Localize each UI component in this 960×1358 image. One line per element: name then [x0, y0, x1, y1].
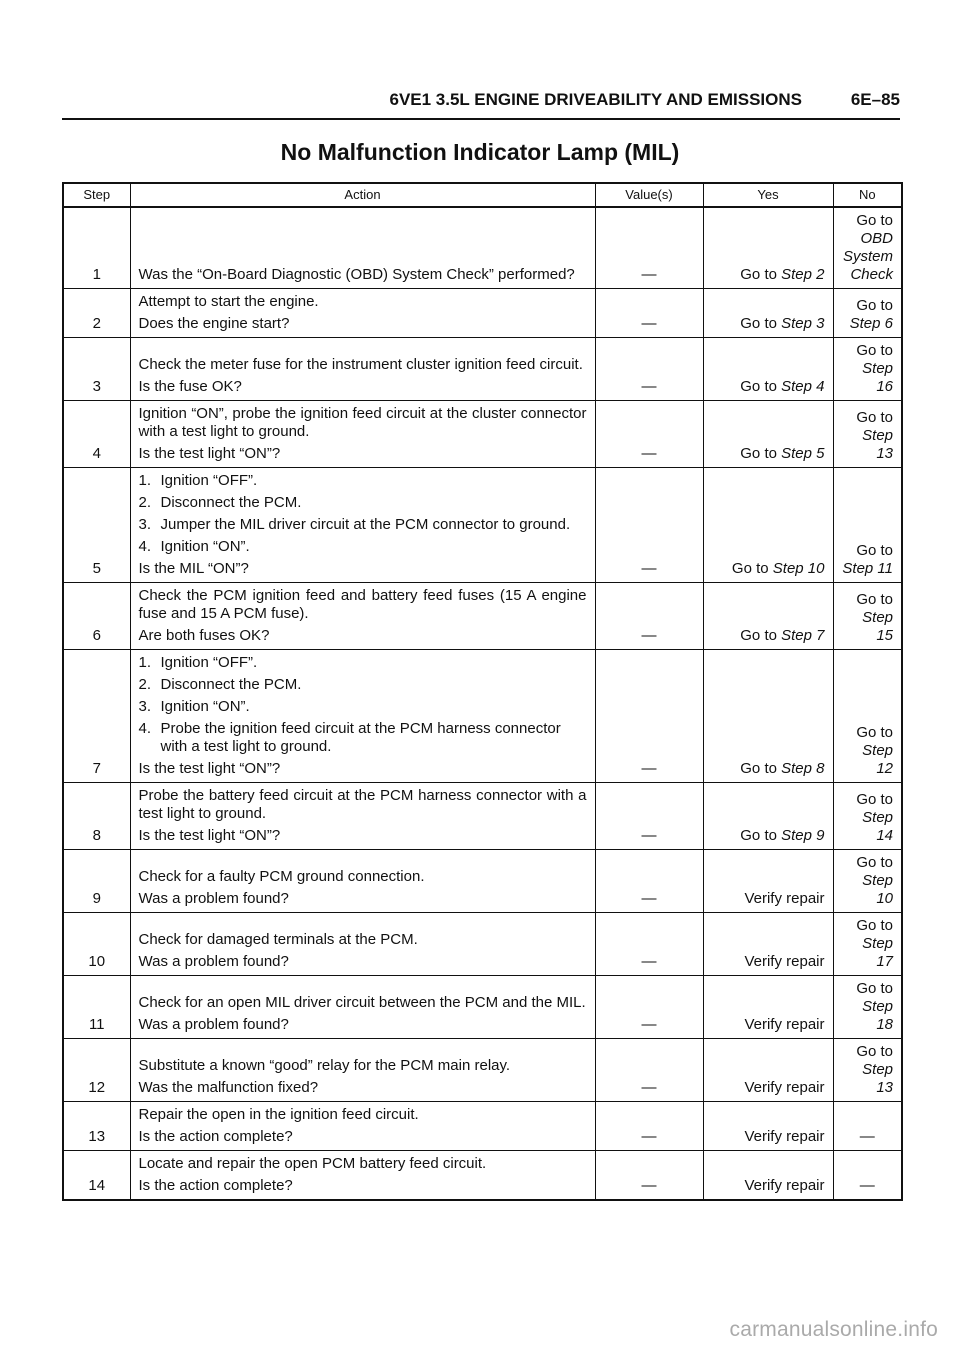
substep-number: 2.	[138, 494, 152, 511]
no-cell	[833, 1039, 902, 1102]
table-row	[63, 583, 902, 650]
yes-text: Go to	[740, 827, 782, 844]
action-cell	[130, 468, 595, 583]
value-cell: —	[595, 289, 703, 338]
action-text: Check for a faulty PCM ground connection.	[138, 868, 425, 885]
action-cell	[130, 783, 595, 850]
table-row	[63, 207, 902, 289]
column-header-no: No	[833, 183, 902, 207]
diagnostic-table	[62, 182, 903, 1201]
no-cell	[833, 338, 902, 401]
page-header	[62, 88, 900, 120]
substep-text: Disconnect the PCM.	[160, 494, 302, 511]
substep-item	[139, 538, 587, 556]
action-text: Attempt to start the engine.	[138, 293, 319, 310]
no-text: OBD	[860, 230, 893, 247]
substep-text: Probe the ignition feed circuit at the PCM harness connector with a test light to ground.	[160, 720, 561, 755]
action-cell	[130, 650, 595, 783]
no-cell	[833, 207, 902, 289]
action-cell	[130, 338, 595, 401]
substep-number: 1.	[138, 654, 152, 671]
action-cell	[130, 1102, 595, 1151]
action-text: Check the PCM ignition feed and battery feed fuses (15 A engine fuse and 15 A PCM fuse).	[138, 587, 587, 622]
yes-cell	[703, 1151, 833, 1201]
substep-item	[139, 472, 587, 490]
no-cell	[833, 850, 902, 913]
yes-cell	[703, 583, 833, 650]
substep-number: 4.	[138, 720, 152, 737]
value-cell: —	[595, 338, 703, 401]
action-text: Are both fuses OK?	[138, 627, 270, 644]
step-number: 7	[63, 650, 130, 783]
yes-cell	[703, 650, 833, 783]
table-body	[63, 207, 902, 1200]
no-cell	[833, 783, 902, 850]
table-row	[63, 850, 902, 913]
column-header-values: Value(s)	[595, 183, 703, 207]
substep-list	[139, 472, 587, 556]
action-cell	[130, 976, 595, 1039]
step-number: 2	[63, 289, 130, 338]
no-text: Go to	[856, 591, 893, 608]
table-row	[63, 468, 902, 583]
table-row	[63, 289, 902, 338]
action-text: Was the malfunction fixed?	[138, 1079, 319, 1096]
no-step-ref: Step 17	[862, 935, 893, 970]
action-text: Probe the battery feed circuit at the PCM harness connector with a test light to ground.	[138, 787, 587, 822]
substep-list	[139, 654, 587, 756]
action-text: Repair the open in the ignition feed circuit.	[138, 1106, 419, 1123]
value-cell: —	[595, 976, 703, 1039]
substep-number: 3.	[138, 698, 152, 715]
action-cell	[130, 289, 595, 338]
table-row	[63, 1102, 902, 1151]
no-step-ref: Step 6	[849, 315, 893, 332]
page-number: 6E–85	[850, 90, 900, 109]
yes-step-ref: Step 2	[781, 266, 825, 283]
yes-text: Verify repair	[744, 1128, 825, 1145]
no-step-ref: Step 18	[862, 998, 893, 1033]
watermark: carmanualsonline.info	[729, 1318, 938, 1341]
no-step-ref: Step 15	[862, 609, 893, 644]
step-number: 9	[63, 850, 130, 913]
no-text: Go to	[856, 791, 893, 808]
section-title: 6VE1 3.5L ENGINE DRIVEABILITY AND EMISSIONS	[389, 90, 802, 109]
yes-cell	[703, 783, 833, 850]
substep-item	[139, 698, 587, 716]
action-text: Check for an open MIL driver circuit between the PCM and the MIL.	[138, 994, 586, 1011]
substep-text: Jumper the MIL driver circuit at the PCM connector to ground.	[160, 516, 571, 533]
yes-text: Go to	[740, 315, 782, 332]
action-text: Is the test light “ON”?	[138, 760, 281, 777]
no-text: —	[859, 1128, 875, 1145]
substep-item	[139, 654, 587, 672]
no-cell	[833, 650, 902, 783]
action-text: Substitute a known “good” relay for the PCM main relay.	[138, 1057, 511, 1074]
action-cell	[130, 1039, 595, 1102]
no-cell	[833, 913, 902, 976]
yes-text: Go to	[740, 760, 782, 777]
yes-cell	[703, 401, 833, 468]
yes-cell	[703, 468, 833, 583]
action-text: Was a problem found?	[138, 1016, 289, 1033]
action-cell	[130, 401, 595, 468]
action-text: Check for damaged terminals at the PCM.	[138, 931, 418, 948]
table-row	[63, 401, 902, 468]
substep-text: Disconnect the PCM.	[160, 676, 302, 693]
action-text: Is the MIL “ON”?	[138, 560, 249, 577]
yes-cell	[703, 913, 833, 976]
substep-text: Ignition “ON”.	[160, 698, 250, 715]
no-text: Go to	[856, 980, 893, 997]
yes-cell	[703, 976, 833, 1039]
value-cell: —	[595, 850, 703, 913]
no-text: Go to	[856, 409, 893, 426]
no-text: Check	[850, 266, 893, 283]
no-step-ref: Step 13	[862, 427, 893, 462]
no-step-ref: Step 11	[842, 560, 893, 577]
action-cell	[130, 1151, 595, 1201]
step-number: 10	[63, 913, 130, 976]
no-text: Go to	[856, 724, 893, 741]
no-cell	[833, 1102, 902, 1151]
no-text: Go to	[856, 212, 893, 229]
action-text: Was a problem found?	[138, 953, 289, 970]
no-step-ref: Step 14	[862, 809, 893, 844]
yes-cell	[703, 338, 833, 401]
table-row	[63, 650, 902, 783]
step-number: 5	[63, 468, 130, 583]
no-cell	[833, 976, 902, 1039]
action-text: Is the action complete?	[138, 1177, 293, 1194]
yes-text: Go to	[740, 266, 782, 283]
action-text: Ignition “ON”, probe the ignition feed circuit at the cluster connector with a test light to ground.	[138, 405, 587, 440]
substep-number: 1.	[138, 472, 152, 489]
yes-step-ref: Step 10	[772, 560, 825, 577]
yes-cell	[703, 207, 833, 289]
yes-text: Go to	[740, 627, 782, 644]
yes-text: Verify repair	[744, 1016, 825, 1033]
value-cell: —	[595, 1102, 703, 1151]
step-number: 8	[63, 783, 130, 850]
no-text: Go to	[856, 542, 893, 559]
no-cell	[833, 583, 902, 650]
step-number: 11	[63, 976, 130, 1039]
action-text: Was the “On-Board Diagnostic (OBD) System Check” performed?	[138, 266, 575, 283]
substep-text: Ignition “ON”.	[160, 538, 250, 555]
table-row	[63, 976, 902, 1039]
no-step-ref: Step 13	[862, 1061, 893, 1096]
yes-cell	[703, 289, 833, 338]
step-number: 12	[63, 1039, 130, 1102]
no-text: —	[859, 1177, 875, 1194]
no-step-ref: Step 10	[862, 872, 893, 907]
no-cell	[833, 289, 902, 338]
value-cell: —	[595, 468, 703, 583]
value-cell: —	[595, 1151, 703, 1201]
no-text: System	[842, 248, 893, 265]
table-row	[63, 1151, 902, 1201]
no-step-ref: Step 16	[862, 360, 893, 395]
substep-number: 3.	[138, 516, 152, 533]
no-text: Go to	[856, 1043, 893, 1060]
yes-cell	[703, 1039, 833, 1102]
yes-text: Verify repair	[744, 1177, 825, 1194]
yes-text: Go to	[740, 378, 782, 395]
yes-text: Verify repair	[744, 1079, 825, 1096]
no-cell	[833, 1151, 902, 1201]
no-text: Go to	[856, 297, 893, 314]
substep-item	[139, 676, 587, 694]
substep-item	[139, 516, 587, 534]
value-cell: —	[595, 207, 703, 289]
no-cell	[833, 401, 902, 468]
table-header-row	[63, 183, 902, 207]
substep-item	[139, 494, 587, 512]
column-header-yes: Yes	[703, 183, 833, 207]
substep-item	[139, 720, 587, 756]
yes-text: Verify repair	[744, 890, 825, 907]
value-cell: —	[595, 583, 703, 650]
page-title: No Malfunction Indicator Lamp (MIL)	[280, 139, 680, 165]
yes-cell	[703, 1102, 833, 1151]
table-row	[63, 913, 902, 976]
action-text: Was a problem found?	[138, 890, 289, 907]
action-text: Locate and repair the open PCM battery feed circuit.	[138, 1155, 487, 1172]
yes-cell	[703, 850, 833, 913]
no-text: Go to	[856, 917, 893, 934]
action-text: Is the fuse OK?	[138, 378, 242, 395]
step-number: 3	[63, 338, 130, 401]
action-cell	[130, 913, 595, 976]
value-cell: —	[595, 650, 703, 783]
table-row	[63, 783, 902, 850]
step-number: 1	[63, 207, 130, 289]
action-text: Does the engine start?	[138, 315, 290, 332]
action-cell	[130, 207, 595, 289]
column-header-step: Step	[63, 183, 130, 207]
step-number: 13	[63, 1102, 130, 1151]
value-cell: —	[595, 1039, 703, 1102]
yes-step-ref: Step 9	[781, 827, 825, 844]
no-step-ref: Step 12	[862, 742, 893, 777]
yes-step-ref: Step 4	[781, 378, 825, 395]
action-cell	[130, 850, 595, 913]
yes-step-ref: Step 3	[781, 315, 825, 332]
action-text: Is the test light “ON”?	[138, 827, 281, 844]
substep-number: 2.	[138, 676, 152, 693]
no-cell	[833, 468, 902, 583]
substep-number: 4.	[138, 538, 152, 555]
action-cell	[130, 583, 595, 650]
step-number: 14	[63, 1151, 130, 1201]
yes-text: Go to	[731, 560, 773, 577]
value-cell: —	[595, 401, 703, 468]
column-header-action: Action	[130, 183, 595, 207]
substep-text: Ignition “OFF”.	[160, 472, 258, 489]
step-number: 6	[63, 583, 130, 650]
yes-step-ref: Step 7	[781, 627, 825, 644]
action-text: Is the action complete?	[138, 1128, 293, 1145]
no-text: Go to	[856, 854, 893, 871]
yes-step-ref: Step 5	[781, 445, 825, 462]
table-row	[63, 338, 902, 401]
yes-step-ref: Step 8	[781, 760, 825, 777]
value-cell: —	[595, 913, 703, 976]
value-cell: —	[595, 783, 703, 850]
action-text: Check the meter fuse for the instrument cluster ignition feed circuit.	[138, 356, 583, 373]
action-text: Is the test light “ON”?	[138, 445, 281, 462]
no-text: Go to	[856, 342, 893, 359]
table-row	[63, 1039, 902, 1102]
substep-text: Ignition “OFF”.	[160, 654, 258, 671]
yes-text: Verify repair	[744, 953, 825, 970]
step-number: 4	[63, 401, 130, 468]
yes-text: Go to	[740, 445, 782, 462]
